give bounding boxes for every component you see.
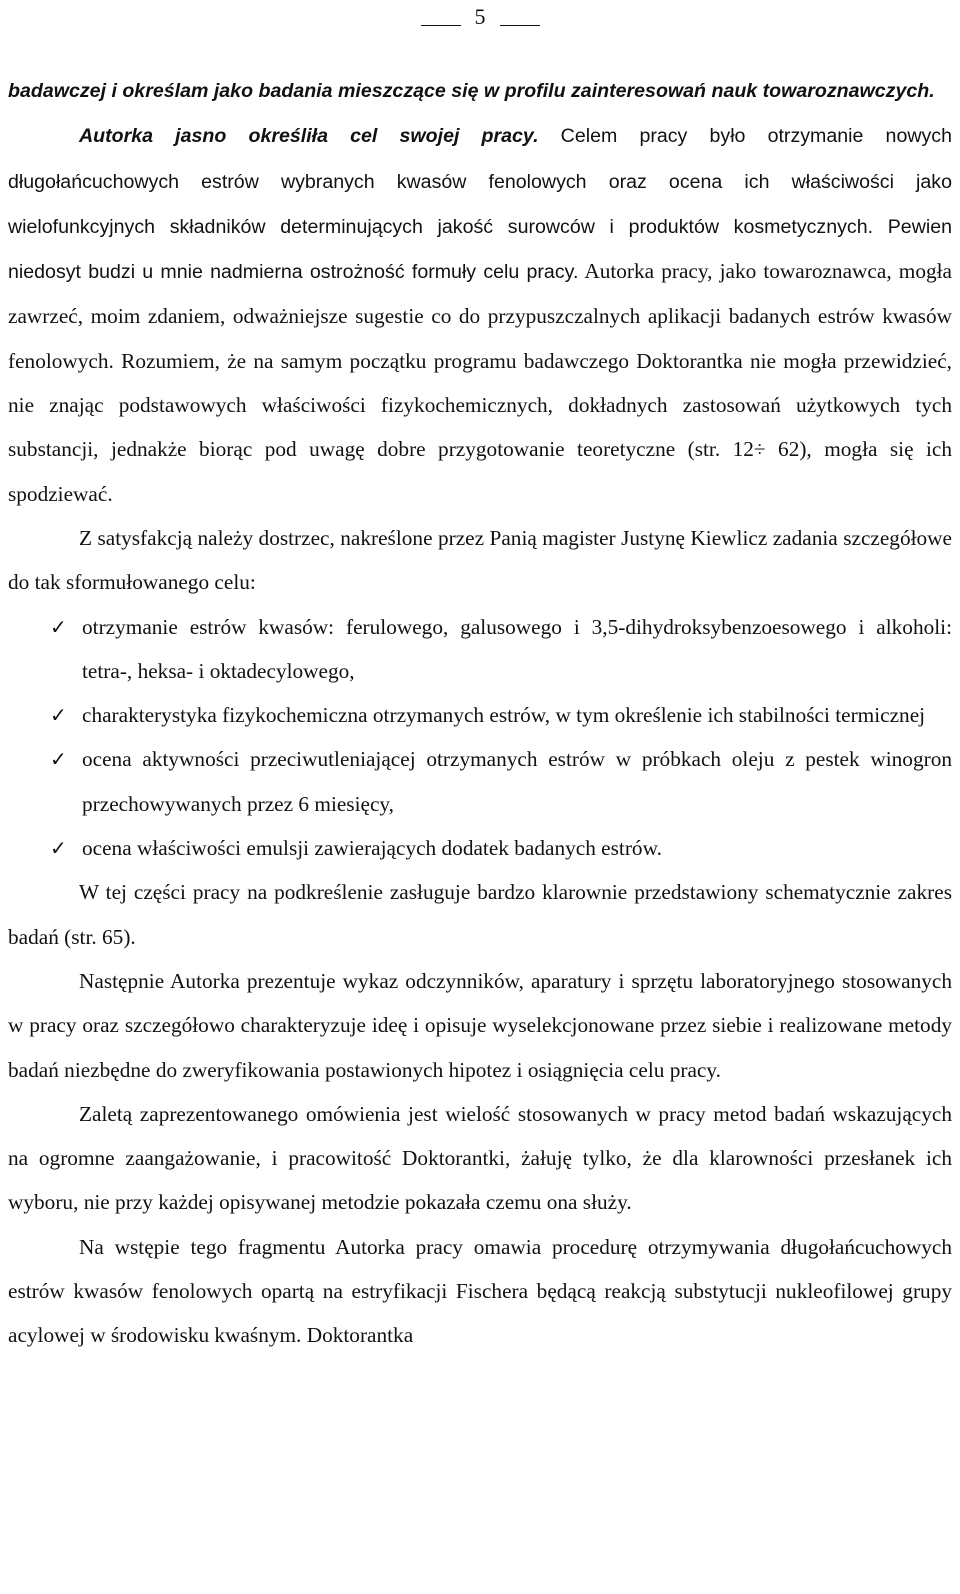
paragraph-1-text: badawczej i określam jako badania mieszczące się w profilu zainteresowań nauk towaroznawczych. bbox=[8, 80, 935, 102]
paragraph-7: Na wstępie tego fragmentu Autorka pracy omawia procedurę otrzymywania długołańcuchowych estrów kwasów fenolowych opartą na estryfikacji Fischera będącą reakcją substytucji nukleofilowej grupy acylowej w środowisku kwaśnym. Doktorantka bbox=[8, 1234, 952, 1348]
paragraph-2 bbox=[8, 113, 952, 516]
check-icon: ✓ bbox=[50, 836, 67, 861]
page-number bbox=[8, 4, 952, 30]
paragraph-5: Następnie Autorka prezentuje wykaz odczynników, aparatury i sprzętu laboratoryjnego stosowanych w pracy oraz szczegółowo charakteryzuje ideę i opisuje wyselekcjonowane przez siebie i realizowane metody badań niezbędne do zweryfikowania postawionych hipotez i osiągnięcia celu pracy. bbox=[8, 968, 952, 1082]
list-item bbox=[8, 693, 952, 737]
paragraph-3: Z satysfakcją należy dostrzec, nakreślone przez Panią magister Justynę Kiewlicz zadania szczegółowe do tak sformułowanego celu: bbox=[8, 525, 952, 595]
document-body bbox=[8, 68, 952, 1358]
check-icon: ✓ bbox=[50, 747, 67, 772]
paragraph-2-sans: Celem pracy było otrzymanie nowych długołańcuchowych estrów wybranych kwasów fenolowych oraz ocena ich właściwości jako wielofunkcyjnych składników determinujących jakość surowców i produktów kosmetycznych. Pewien niedosyt budzi u mnie nadmierna ostrożność formuły celu pracy. bbox=[8, 125, 952, 284]
task-list bbox=[8, 605, 952, 871]
paragraph-6: Zaletą zaprezentowanego omówienia jest wielość stosowanych w pracy metod badań wskazujących na ogromne zaangażowanie, i pracowitość Doktorantki, żałuję tylko, że dla klarowności przesłanek ich wyboru, nie przy każdej opisywanej metodzie pokazała czemu ona służy. bbox=[8, 1101, 952, 1215]
paragraph-1 bbox=[8, 68, 952, 113]
paragraph-2-serif: Autorka pracy, jako towaroznawca, mogła zawrzeć, moim zdaniem, odważniejsze sugestie co do przypuszczalnych aplikacji badanych estrów kwasów fenolowych. Rozumiem, że na samym początku programu badawczego Doktorantka nie mogła przewidzieć, nie znając podstawowych właściwości fizykochemicznych, dokładnych zastosowań użytkowych tych substancji, jednakże biorąc pod uwagę dobre przygotowanie teoretyczne (str. 12÷ 62), mogła się ich spodziewać. bbox=[8, 259, 952, 506]
document-page bbox=[8, 0, 952, 1594]
page-number-text: 5 bbox=[474, 4, 486, 29]
list-item-text: otrzymanie estrów kwasów: ferulowego, galusowego i 3,5-dihydroksybenzoesowego i alkoholi: tetra-, heksa- i oktadecylowego, bbox=[82, 614, 952, 683]
list-item-text: charakterystyka fizykochemiczna otrzymanych estrów, w tym określenie ich stabilności termicznej bbox=[82, 703, 926, 728]
list-item bbox=[8, 737, 952, 826]
list-item-text: ocena właściwości emulsji zawierających dodatek badanych estrów. bbox=[82, 836, 662, 861]
check-icon: ✓ bbox=[50, 703, 67, 728]
page-number-rule-left bbox=[421, 25, 461, 26]
check-icon: ✓ bbox=[50, 614, 67, 639]
list-item bbox=[8, 826, 952, 870]
list-item-text: ocena aktywności przeciwutleniającej otrzymanych estrów w próbkach oleju z pestek winogron przechowywanych przez 6 miesięcy, bbox=[82, 747, 952, 816]
paragraph-2-lead: Autorka jasno określiła cel swojej pracy. bbox=[79, 125, 539, 148]
page-number-rule-right bbox=[500, 25, 540, 26]
list-item bbox=[8, 605, 952, 694]
paragraph-4: W tej części pracy na podkreślenie zasługuje bardzo klarownie przedstawiony schematycznie zakres badań (str. 65). bbox=[8, 880, 952, 949]
